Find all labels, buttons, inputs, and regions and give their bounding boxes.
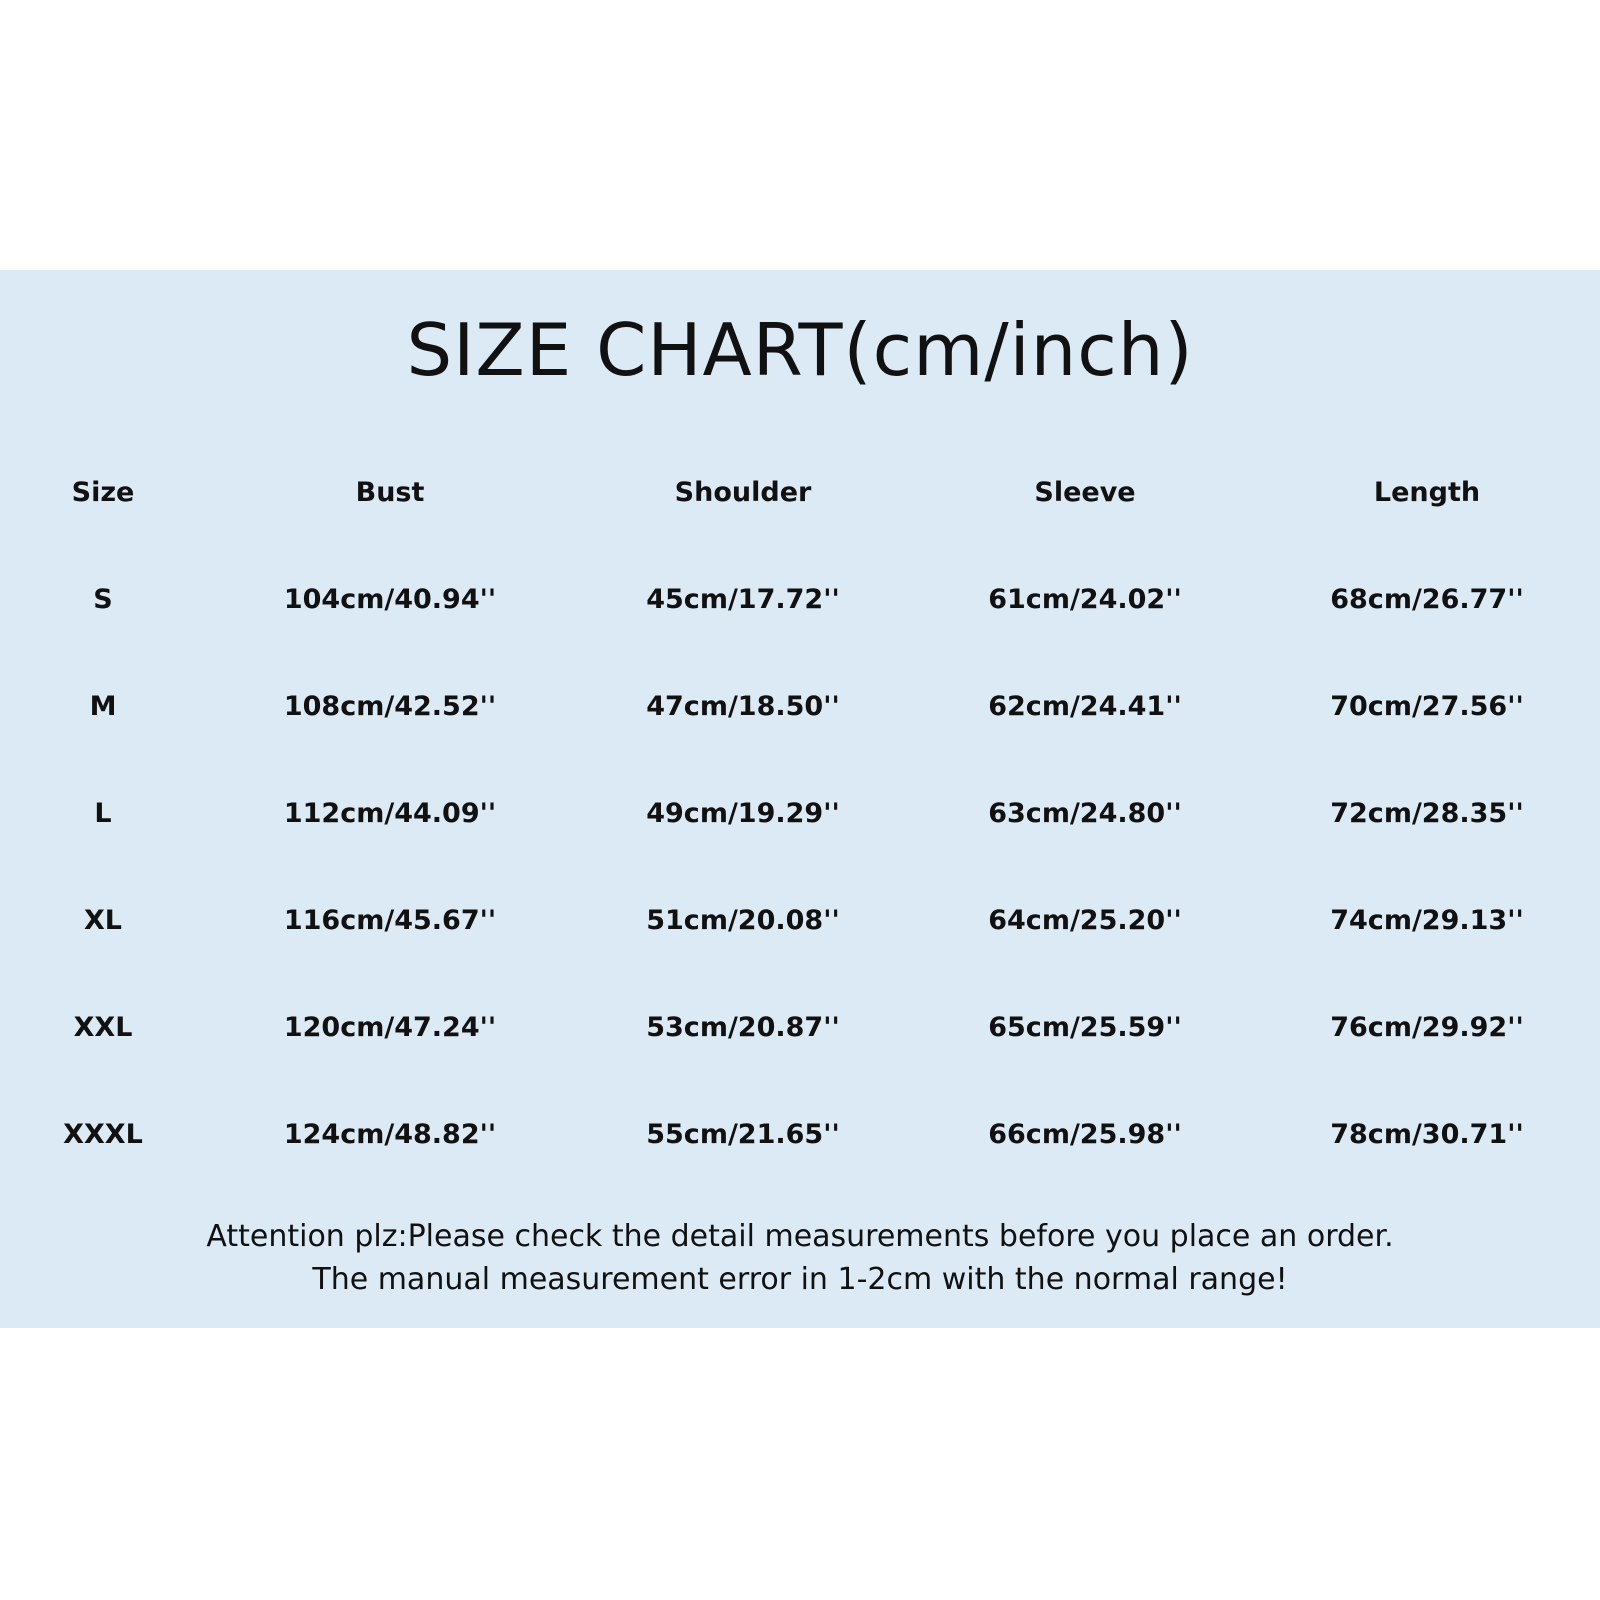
table-cell-bust: 116cm/45.67'' [283,905,497,936]
table-cell-shoulder: 49cm/19.29'' [646,798,840,829]
table-cell-bust: 108cm/42.52'' [283,691,497,722]
table-cell-length: 78cm/30.71'' [1330,1119,1524,1150]
measurement-error-note: The manual measurement error in 1-2cm with the normal range! [312,1262,1288,1297]
column-header-shoulder: Shoulder [674,477,812,508]
page-title: SIZE CHART(cm/inch) [406,308,1194,392]
column-header-bust: Bust [355,477,425,508]
table-cell-bust: 120cm/47.24'' [283,1012,497,1043]
table-cell-length: 70cm/27.56'' [1330,691,1524,722]
table-cell-sleeve: 66cm/25.98'' [988,1119,1182,1150]
table-cell-size: M [89,691,117,722]
column-header-size: Size [71,477,135,508]
table-cell-length: 68cm/26.77'' [1330,584,1524,615]
table-cell-shoulder: 47cm/18.50'' [646,691,840,722]
table-cell-sleeve: 64cm/25.20'' [988,905,1182,936]
table-cell-size: XL [83,905,123,936]
table-cell-size: XXXL [63,1119,143,1150]
table-cell-shoulder: 51cm/20.08'' [646,905,840,936]
table-cell-shoulder: 53cm/20.87'' [646,1012,840,1043]
table-cell-length: 76cm/29.92'' [1330,1012,1524,1043]
column-header-length: Length [1373,477,1481,508]
table-cell-sleeve: 62cm/24.41'' [988,691,1182,722]
table-cell-sleeve: 61cm/24.02'' [988,584,1182,615]
table-cell-size: L [94,798,112,829]
table-cell-size: S [93,584,113,615]
attention-note: Attention plz:Please check the detail measurements before you place an order. [206,1219,1394,1254]
table-cell-bust: 112cm/44.09'' [283,798,497,829]
table-cell-size: XXL [73,1012,133,1043]
table-cell-shoulder: 55cm/21.65'' [646,1119,840,1150]
table-cell-bust: 124cm/48.82'' [283,1119,497,1150]
table-cell-bust: 104cm/40.94'' [283,584,497,615]
table-cell-shoulder: 45cm/17.72'' [646,584,840,615]
table-cell-sleeve: 63cm/24.80'' [988,798,1182,829]
table-cell-length: 74cm/29.13'' [1330,905,1524,936]
table-cell-length: 72cm/28.35'' [1330,798,1524,829]
table-cell-sleeve: 65cm/25.59'' [988,1012,1182,1043]
column-header-sleeve: Sleeve [1034,477,1136,508]
